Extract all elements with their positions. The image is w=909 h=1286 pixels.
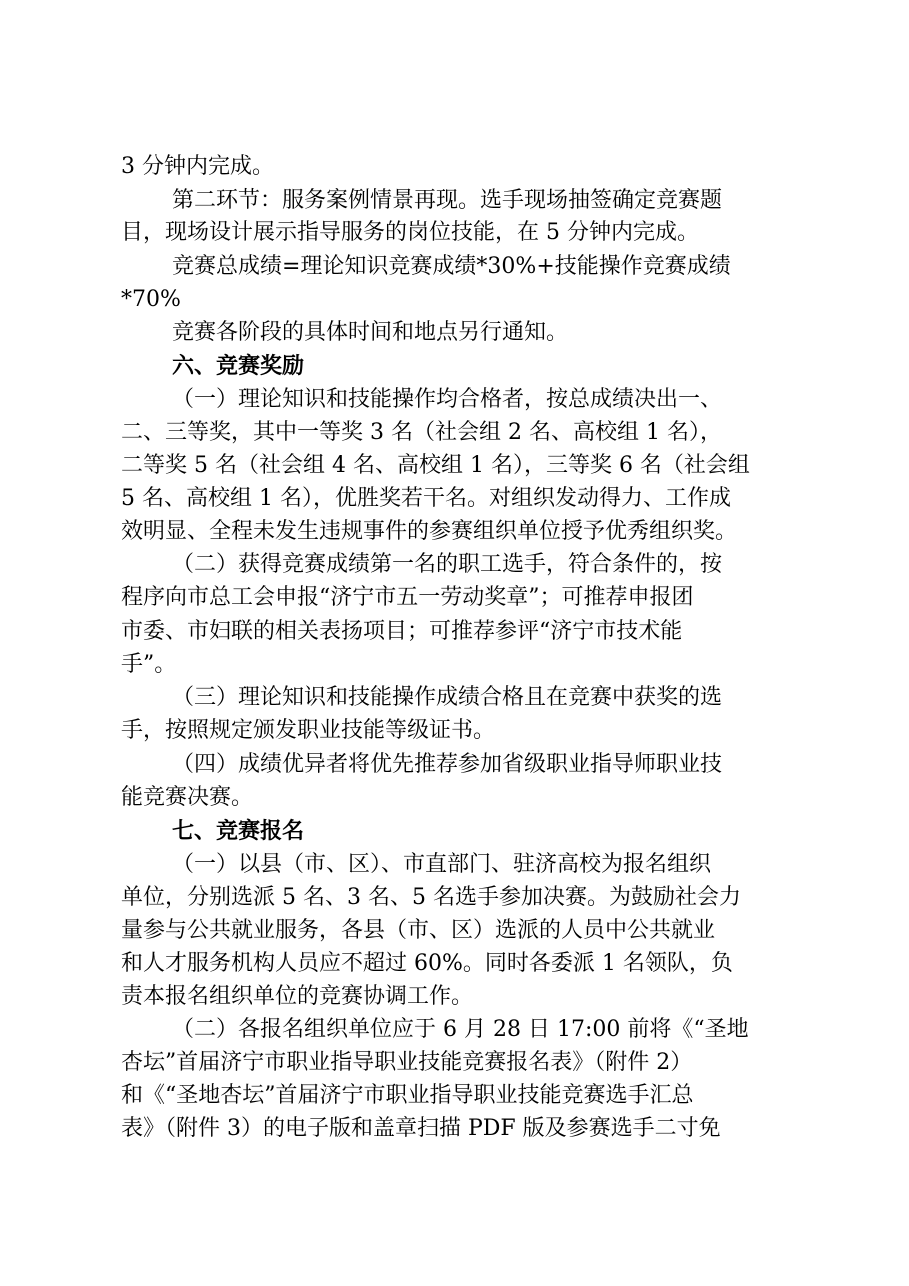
text-line-14: 程序向市总工会申报“济宁市五一劳动奖章”；可推荐申报团 bbox=[121, 585, 694, 610]
text-line-4: 竞赛总成绩=理论知识竞赛成绩*30%+技能操作竞赛成绩 bbox=[172, 254, 731, 279]
body-line bbox=[0, 385, 909, 415]
text-line-8: （一）理论知识和技能操作均合格者，按总成绩决出一、 bbox=[172, 387, 723, 412]
body-line bbox=[0, 186, 909, 216]
body-line bbox=[0, 583, 909, 613]
text-line-19: （四）成绩优异者将优先推荐参加省级职业指导师职业技 bbox=[172, 752, 723, 777]
section-heading bbox=[0, 352, 909, 382]
text-line-28: 杏坛”首届济宁市职业指导职业技能竞赛报名表》（附件 2） bbox=[121, 1050, 693, 1075]
text-line-26: 责本报名组织单位的竞赛协调工作。 bbox=[121, 984, 474, 1009]
text-line-16: 手”。 bbox=[121, 652, 177, 677]
text-line-3: 目，现场设计展示指导服务的岗位技能，在 5 分钟内完成。 bbox=[121, 220, 699, 245]
text-line-18: 手，按照规定颁发职业技能等级证书。 bbox=[121, 718, 496, 743]
text-line-15: 市委、市妇联的相关表扬项目；可推荐参评“济宁市技术能 bbox=[121, 619, 683, 644]
text-line-20: 能竞赛决赛。 bbox=[121, 785, 254, 810]
body-line bbox=[0, 883, 909, 913]
text-line-25: 和人才服务机构人员应不超过 60%。同时各委派 1 名领队，负 bbox=[121, 951, 733, 976]
body-line bbox=[0, 982, 909, 1012]
text-line-29: 和《“圣地杏坛”首届济宁市职业指导职业技能竞赛选手汇总 bbox=[121, 1083, 694, 1108]
body-line bbox=[0, 1015, 909, 1045]
text-line-17: （三）理论知识和技能操作成绩合格且在竞赛中获奖的选 bbox=[172, 685, 723, 710]
text-line-2: 第二环节：服务案例情景再现。选手现场抽签确定竞赛题 bbox=[172, 188, 723, 213]
heading-competition-registration: 七、竞赛报名 bbox=[172, 819, 305, 844]
text-line-6: 竞赛各阶段的具体时间和地点另行通知。 bbox=[172, 320, 569, 345]
body-line bbox=[0, 1114, 909, 1144]
body-line bbox=[0, 152, 909, 182]
text-line-11: 5 名、高校组 1 名），优胜奖若干名。对组织发动得力、工作成 bbox=[121, 486, 731, 511]
text-line-22: （一）以县（市、区）、市直部门、驻济高校为报名组织 bbox=[172, 852, 712, 877]
body-line bbox=[0, 285, 909, 315]
body-line bbox=[0, 716, 909, 746]
section-heading bbox=[0, 817, 909, 847]
text-line-13: （二）获得竞赛成绩第一名的职工选手，符合条件的，按 bbox=[172, 552, 723, 577]
text-line-23: 单位，分别选派 5 名、3 名、5 名选手参加决赛。为鼓励社会力 bbox=[121, 885, 741, 910]
body-line bbox=[0, 916, 909, 946]
body-line bbox=[0, 318, 909, 348]
body-line bbox=[0, 550, 909, 580]
body-line bbox=[0, 949, 909, 979]
body-line bbox=[0, 484, 909, 514]
body-line bbox=[0, 783, 909, 813]
body-line bbox=[0, 451, 909, 481]
body-line bbox=[0, 418, 909, 448]
text-line-1: 3 分钟内完成。 bbox=[121, 154, 274, 179]
body-line bbox=[0, 252, 909, 282]
body-line bbox=[0, 1081, 909, 1111]
body-line bbox=[0, 683, 909, 713]
text-line-12: 效明显、全程未发生违规事件的参赛组织单位授予优秀组织奖。 bbox=[121, 519, 738, 544]
body-line bbox=[0, 617, 909, 647]
body-line bbox=[0, 218, 909, 248]
heading-competition-awards: 六、竞赛奖励 bbox=[172, 354, 305, 379]
text-line-30: 表》（附件 3）的电子版和盖章扫描 PDF 版及参赛选手二寸免 bbox=[121, 1116, 721, 1141]
text-line-10: 二等奖 5 名（社会组 4 名、高校组 1 名），三等奖 6 名（社会组 bbox=[121, 453, 750, 478]
text-line-9: 二、三等奖，其中一等奖 3 名（社会组 2 名、高校组 1 名）， bbox=[121, 420, 722, 445]
text-line-27: （二）各报名组织单位应于 6 月 28 日 17:00 前将《“圣地 bbox=[172, 1017, 749, 1042]
body-line bbox=[0, 650, 909, 680]
body-line bbox=[0, 750, 909, 780]
body-line bbox=[0, 517, 909, 547]
body-line bbox=[0, 850, 909, 880]
text-line-24: 量参与公共就业服务，各县（市、区）选派的人员中公共就业 bbox=[121, 918, 716, 943]
body-line bbox=[0, 1048, 909, 1078]
text-line-5: *70% bbox=[121, 287, 181, 312]
